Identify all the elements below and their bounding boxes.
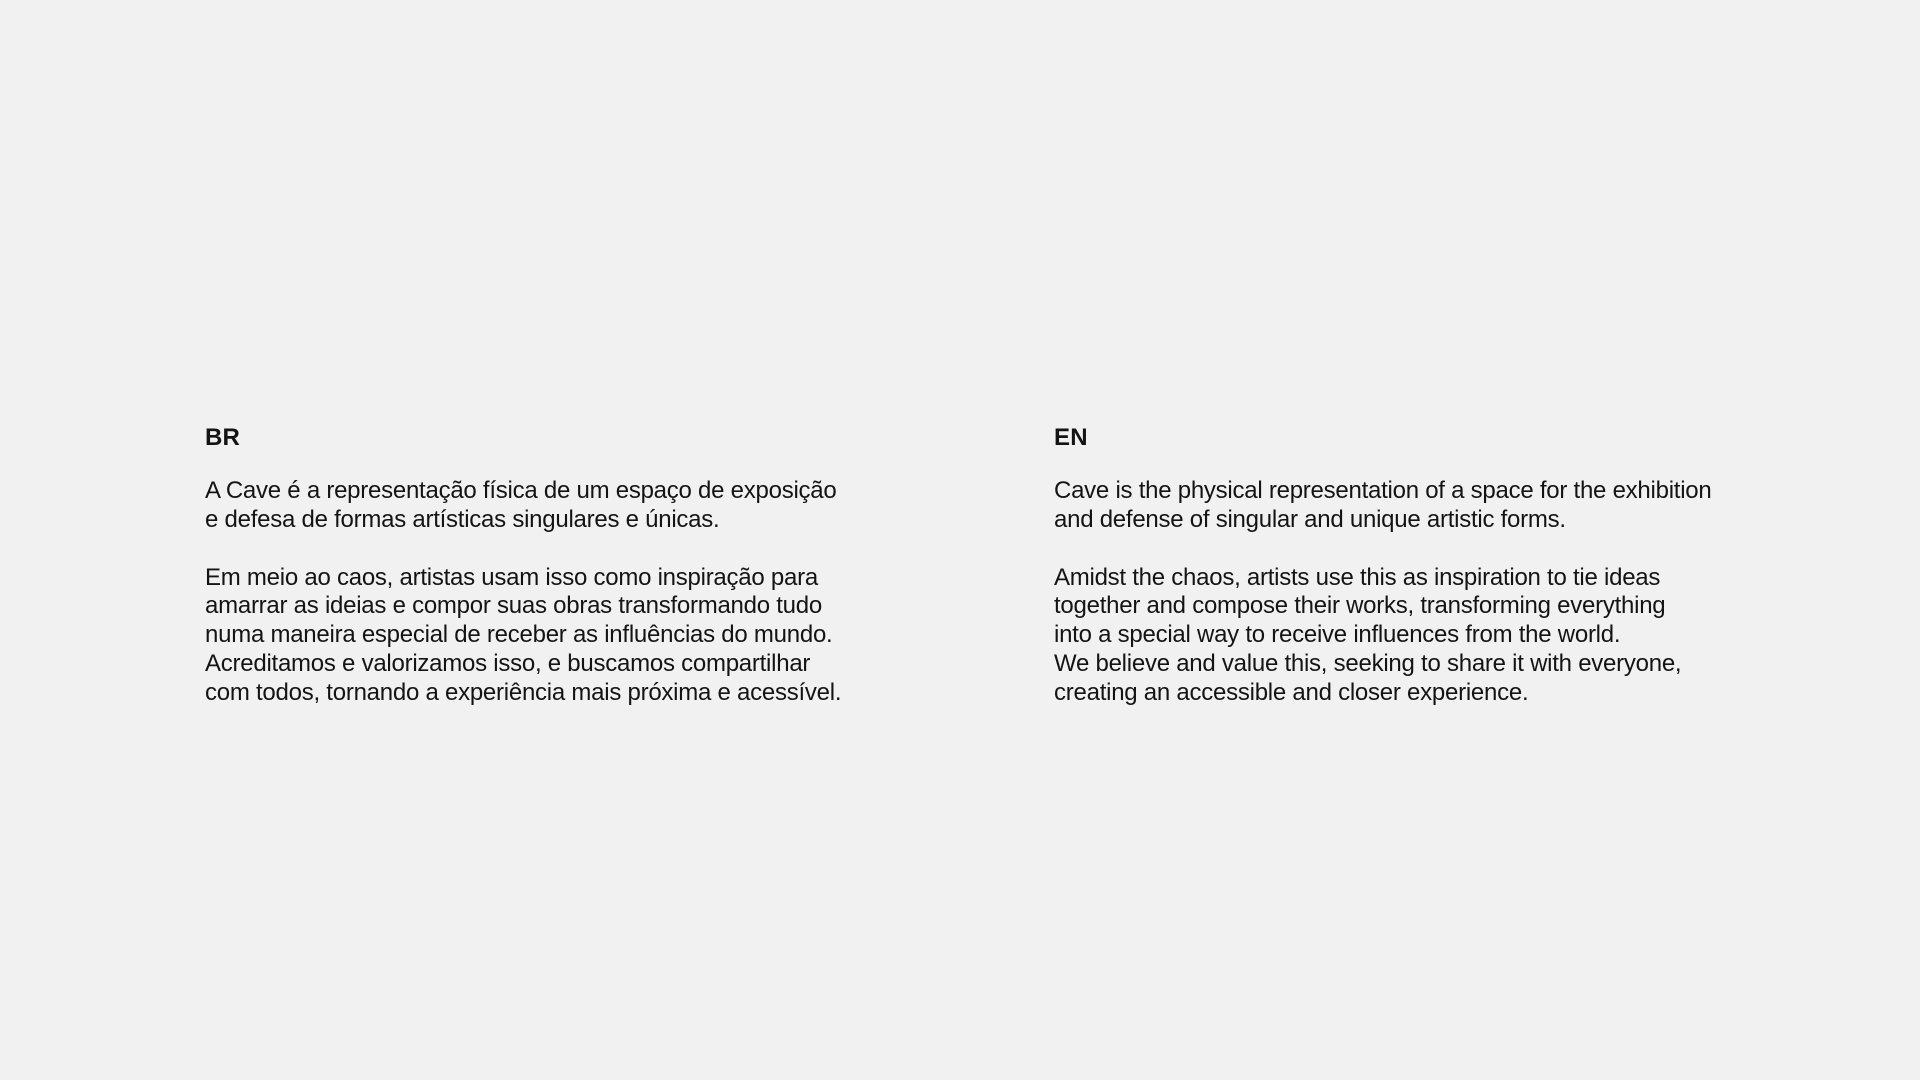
- text-line: Em meio ao caos, artistas usam isso como inspiração para: [205, 563, 818, 591]
- text-line: A Cave é a representação física de um espaço de exposição: [205, 477, 837, 504]
- text-line: Amidst the chaos, artists use this as inspiration to tie ideas: [1054, 563, 1661, 591]
- language-label-br: BR: [205, 424, 241, 451]
- text-line: com todos, tornando a experiência mais próxima e acessível.: [205, 678, 842, 706]
- intro-paragraph-br: [205, 477, 885, 535]
- english-column: [1054, 420, 1754, 737]
- body-paragraph-br: [205, 564, 885, 708]
- text-line: We believe and value this, seeking to share it with everyone,: [1054, 649, 1682, 677]
- body-paragraph-en: [1054, 564, 1754, 708]
- text-line: e defesa de formas artísticas singulares e únicas.: [205, 505, 720, 533]
- intro-paragraph-en: [1054, 477, 1754, 535]
- text-line: together and compose their works, transforming everything: [1054, 592, 1666, 620]
- language-label-en: EN: [1054, 424, 1088, 451]
- text-line: Cave is the physical representation of a space for the exhibition: [1054, 477, 1712, 504]
- text-line: numa maneira especial de receber as influências do mundo.: [205, 621, 833, 649]
- text-line: amarrar as ideias e compor suas obras transformando tudo: [205, 592, 822, 620]
- portuguese-column: [205, 420, 885, 737]
- text-line: and defense of singular and unique artistic forms.: [1054, 505, 1566, 533]
- text-line: Acreditamos e valorizamos isso, e buscamos compartilhar: [205, 649, 811, 677]
- text-line: creating an accessible and closer experience.: [1054, 678, 1529, 706]
- text-line: into a special way to receive influences from the world.: [1054, 621, 1621, 649]
